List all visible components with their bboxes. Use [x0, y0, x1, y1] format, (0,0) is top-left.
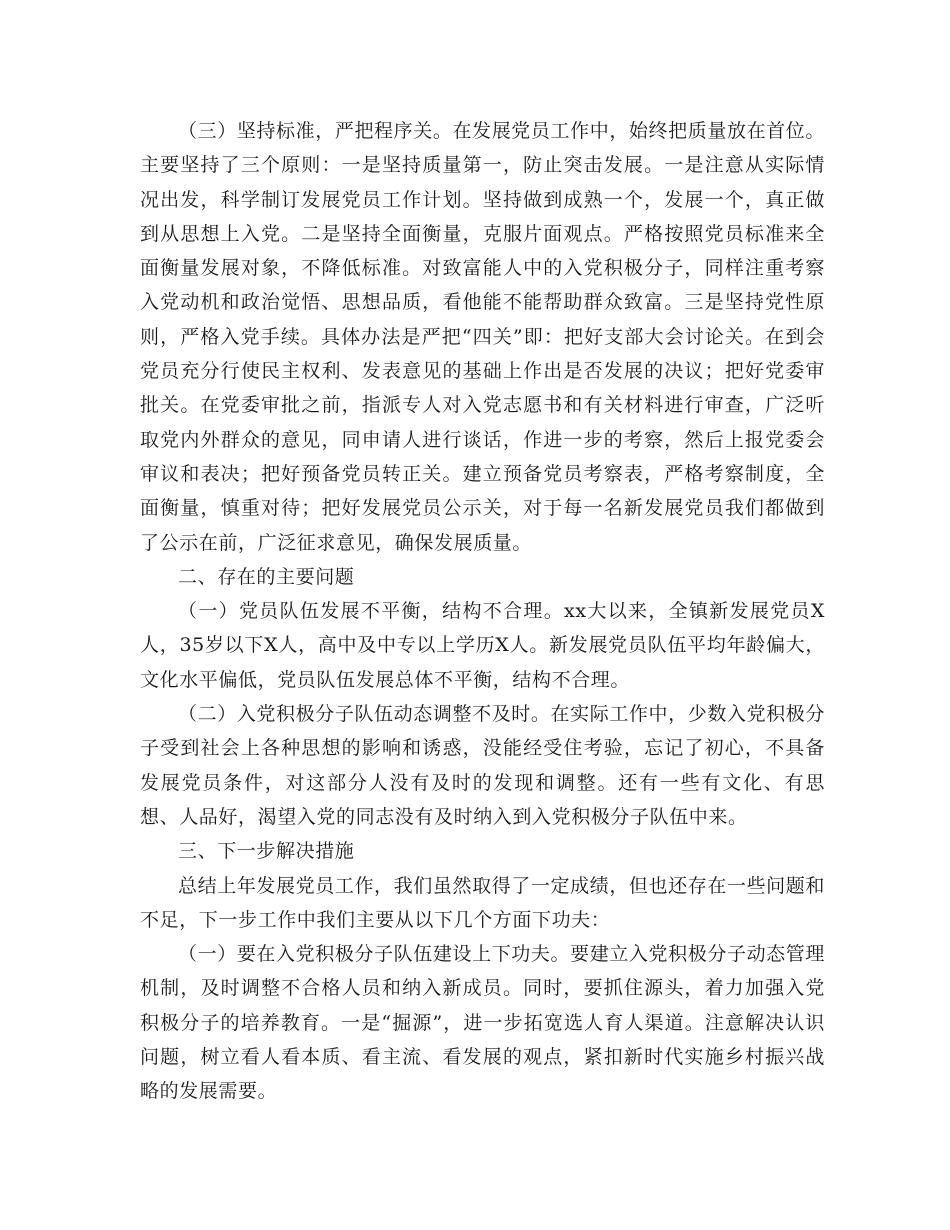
- paragraph-imbalance: （一）党员队伍发展不平衡，结构不合理。xx大以来，全镇新发展党员X人，35岁以下X人，高中及中专以上学历X人。新发展党员队伍平均年龄偏大，文化水平偏低，党员队伍发展总体不平衡，结构不合理。: [140, 600, 825, 691]
- paragraph-activist-team-building: （一）要在入党积极分子队伍建设上下功夫。要建立入党积极分子动态管理机制，及时调整不合格人员和纳入新成员。同时，要抓住源头，着力加强入党积极分子的培养教育。一是“掘源”，进一步拓宽选人育人渠道。注意解决认识问题，树立看人看本质、看主流、看发展的观点，紧扣新时代实施乡村振兴战略的发展需要。: [140, 943, 825, 1103]
- paragraph-activist-adjustment: （二）入党积极分子队伍动态调整不及时。在实际工作中，少数入党积极分子受到社会上各种思想的影响和诱惑，没能经受住考验，忘记了初心，不具备发展党员条件，对这部分人没有及时的发现和调整。还有一些有文化、有思想、人品好，渴望入党的同志没有及时纳入到入党积极分子队伍中来。: [140, 703, 825, 828]
- section-heading-main-problems: 二、存在的主要问题: [178, 565, 355, 588]
- paragraph-summary: 总结上年发展党员工作，我们虽然取得了一定成绩，但也还存在一些问题和不足，下一步工作中我们主要从以下几个方面下功夫：: [140, 874, 825, 931]
- document-body: [140, 114, 825, 1109]
- section-heading-next-steps: 三、下一步解决措施: [178, 840, 355, 863]
- paragraph-standards-procedure: （三）坚持标准，严把程序关。在发展党员工作中，始终把质量放在首位。主要坚持了三个原则：一是坚持质量第一，防止突击发展。一是注意从实际情况出发，科学制订发展党员工作计划。坚持做到成熟一个，发展一个，真正做到从思想上入党。二是坚持全面衡量，克服片面观点。严格按照党员标准来全面衡量发展对象，不降低标准。对致富能人中的入党积极分子，同样注重考察入党动机和政治觉悟、思想品质，看他能不能帮助群众致富。三是坚持党性原则，严格入党手续。具体办法是严把“四关”即：把好支部大会讨论关。在到会党员充分行使民主权利、发表意见的基础上作出是否发展的决议；把好党委审批关。在党委审批之前，指派专人对入党志愿书和有关材料进行审查，广泛听取党内外群众的意见，同申请人进行谈话，作进一步的考察，然后上报党委会审议和表决；把好预备党员转正关。建立预备党员考察表，严格考察制度，全面衡量，慎重对待；把好发展党员公示关，对于每一名新发展党员我们都做到了公示在前，广泛征求意见，确保发展质量。: [140, 120, 825, 554]
